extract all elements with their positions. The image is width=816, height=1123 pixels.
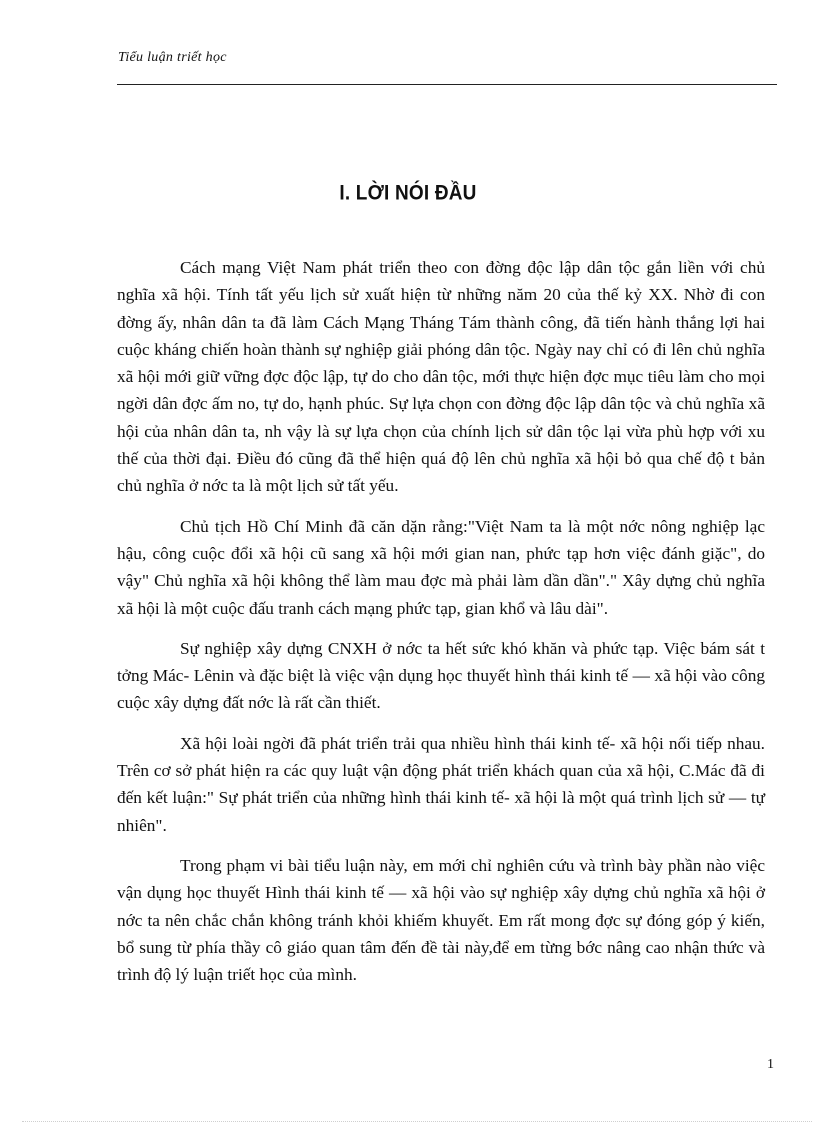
document-body bbox=[117, 254, 765, 1001]
paragraph-1: Cách mạng Việt Nam phát triển theo con đờng độc lập dân tộc gắn liền với chủ nghĩa xã hội. Tính tất yếu lịch sử xuất hiện từ những năm 20 của thế kỷ XX. Nhờ đi con đờng ấy, nhân dân ta đã làm Cách Mạng Tháng Tám thành công, đã tiến hành thắng lợi hai cuộc kháng chiến hoàn thành sự nghiệp giải phóng dân tộc. Ngày nay chỉ có đi lên chủ nghĩa xã hội mới giữ vững đợc độc lập, tự do cho dân tộc, mới thực hiện đợc mục tiêu làm cho mọi ngời dân đợc ấm no, tự do, hạnh phúc. Sự lựa chọn con đờng độc lập dân tộc và chủ nghĩa xã hội của nhân dân ta, nh vậy là sự lựa chọn của chính lịch sử dân tộc lại vừa phù hợp với xu thế của thời đại. Điều đó cũng đã thể hiện quá độ lên chủ nghĩa xã hội bỏ qua chế độ t bản chủ nghĩa ở nớc ta là một lịch sử tất yếu. bbox=[117, 258, 765, 496]
paragraph-2: Chủ tịch Hồ Chí Minh đã căn dặn rằng:"Việt Nam ta là một nớc nông nghiệp lạc hậu, công cuộc đổi xã hội cũ sang xã hội mới gian nan, phức tạp hơn việc đánh giặc", do vậy" Chủ nghĩa xã hội không thể làm mau đợc mà phải làm dần dần"." Xây dựng chủ nghĩa xã hội là một cuộc đấu tranh cách mạng phức tạp, gian khổ và lâu dài". bbox=[117, 516, 765, 618]
paragraph-5: Trong phạm vi bài tiểu luận này, em mới chỉ nghiên cứu và trình bày phần nào việc vận dụng học thuyết Hình thái kinh tế — xã hội vào sự nghiệp xây dựng chủ nghĩa xã hội ở nớc ta nên chắc chắn không tránh khỏi khiếm khuyết. Em rất mong đợc sự đóng góp ý kiến, bổ sung từ phía thầy cô giáo quan tâm đến đề tài này,để em từng bớc nâng cao nhận thức và trình độ lý luận triết học của mình. bbox=[117, 855, 765, 985]
section-title: I. LỜI NÓI ĐẦU bbox=[339, 181, 477, 206]
footer-divider bbox=[22, 1121, 812, 1122]
running-header: Tiểu luận triết học bbox=[118, 50, 227, 65]
page-number: 1 bbox=[767, 1057, 774, 1072]
header-divider bbox=[117, 84, 777, 85]
paragraph-4: Xã hội loài ngời đã phát triển trải qua nhiều hình thái kinh tế- xã hội nối tiếp nhau. Trên cơ sở phát hiện ra các quy luật vận động phát triển khách quan của xã hội, C.Mác đã đi đến kết luận:" Sự phát triển của những hình thái kinh tế- xã hội là một quá trình lịch sử — tự nhiên". bbox=[117, 733, 765, 835]
paragraph-3: Sự nghiệp xây dựng CNXH ở nớc ta hết sức khó khăn và phức tạp. Việc bám sát t tởng Mác- Lênin và đặc biệt là việc vận dụng học thuyết hình thái kinh tế — xã hội vào công cuộc xây dựng đất nớc là rất cần thiết. bbox=[117, 638, 765, 713]
